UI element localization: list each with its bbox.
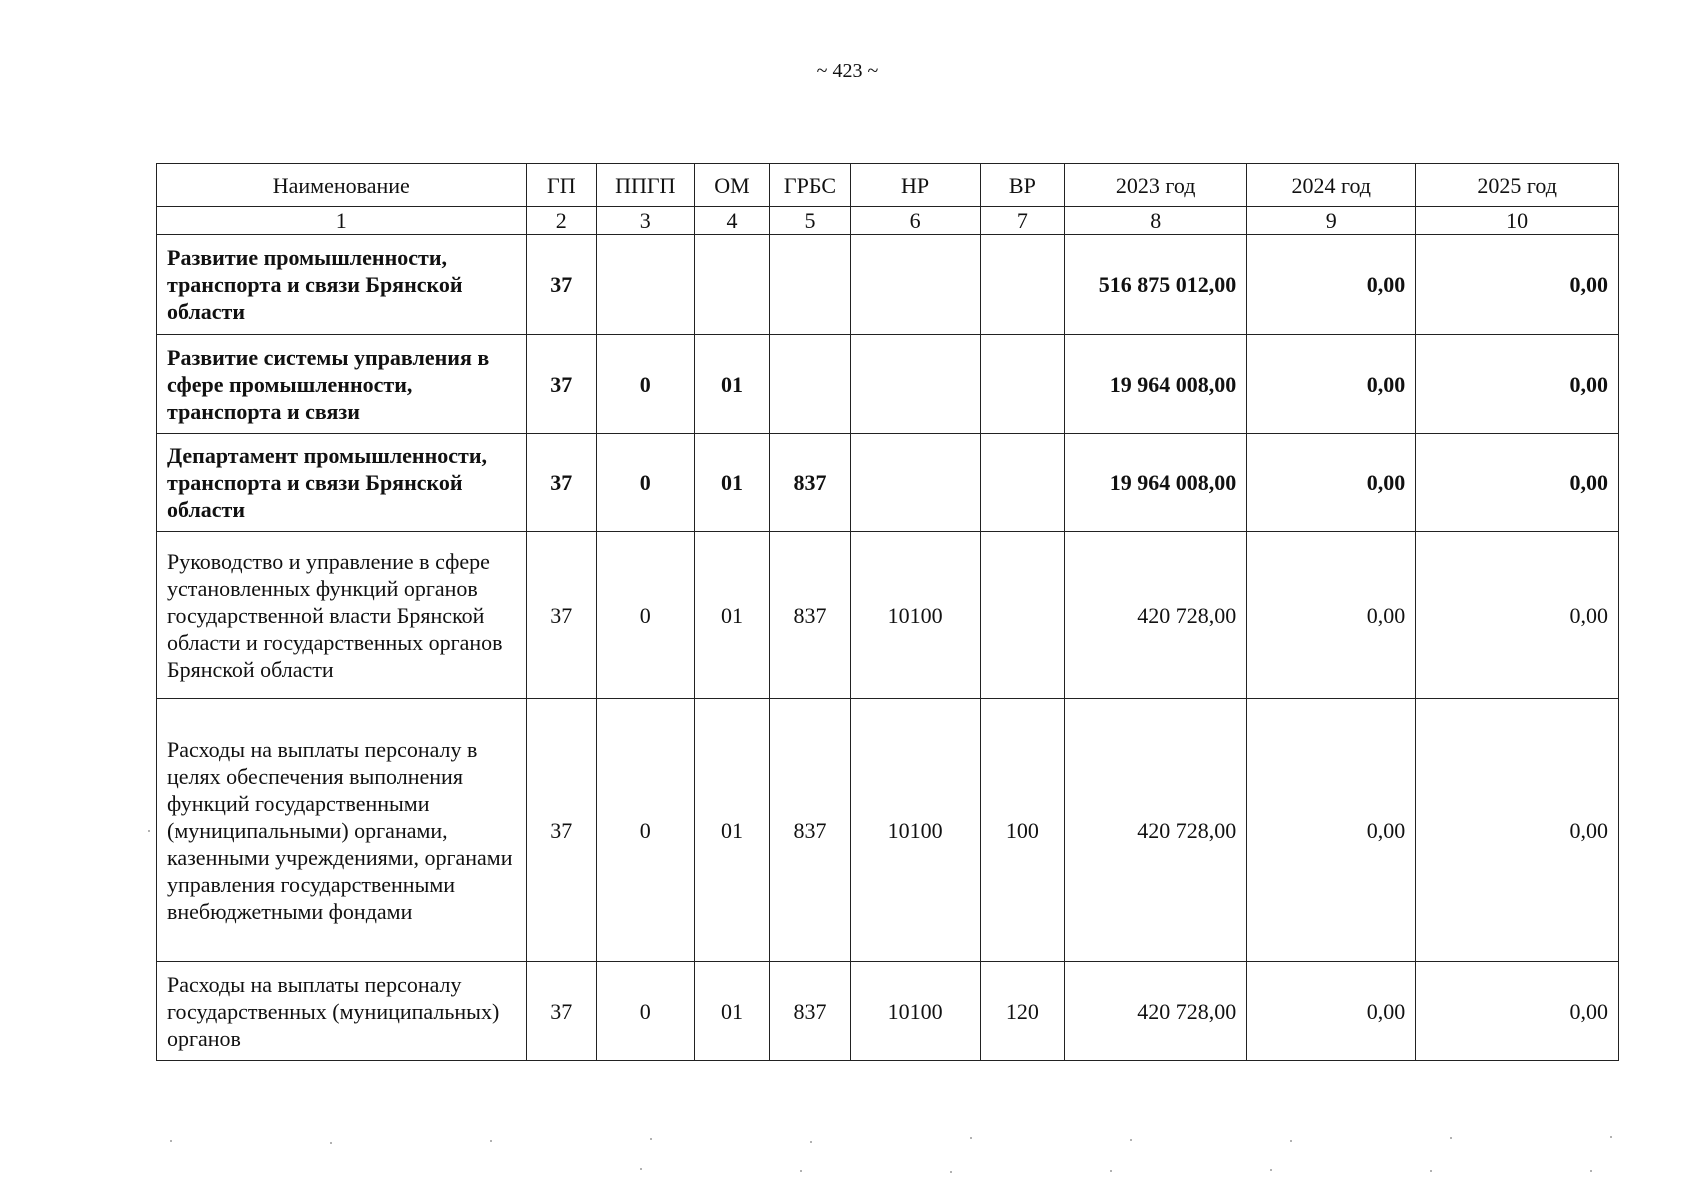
header-cell-2023: 2023 год xyxy=(1065,164,1247,207)
header-cell-2025: 2025 год xyxy=(1416,164,1619,207)
header-cell-om: ОМ xyxy=(694,164,770,207)
column-number: 7 xyxy=(980,207,1065,235)
column-number: 8 xyxy=(1065,207,1247,235)
scan-speck xyxy=(970,1137,972,1139)
cell-om: 01 xyxy=(694,335,770,434)
scan-speck xyxy=(1110,1170,1112,1172)
column-number: 5 xyxy=(770,207,850,235)
row-name: Руководство и управление в сфере установленных функций органов государственной власти Брянской области и государственных органов Брянской области xyxy=(157,532,527,699)
cell-2024: 0,00 xyxy=(1247,235,1416,335)
row-name: Развитие промышленности, транспорта и связи Брянской области xyxy=(157,235,527,335)
row-name: Развитие системы управления в сфере промышленности, транспорта и связи xyxy=(157,335,527,434)
scan-speck xyxy=(1590,1170,1592,1172)
header-cell-nr: НР xyxy=(850,164,980,207)
scan-speck xyxy=(330,1142,332,1144)
cell-2024: 0,00 xyxy=(1247,699,1416,962)
table-row xyxy=(157,699,1619,962)
row-name: Расходы на выплаты персоналу государственных (муниципальных) органов xyxy=(157,962,527,1061)
column-number: 9 xyxy=(1247,207,1416,235)
scan-speck xyxy=(1130,1139,1132,1141)
cell-gp: 37 xyxy=(526,335,596,434)
cell-om xyxy=(694,235,770,335)
cell-grbs xyxy=(770,235,850,335)
cell-om: 01 xyxy=(694,962,770,1061)
table-row xyxy=(157,962,1619,1061)
cell-2024: 0,00 xyxy=(1247,532,1416,699)
cell-vr: 120 xyxy=(980,962,1065,1061)
scan-speck xyxy=(1430,1170,1432,1172)
cell-nr: 10100 xyxy=(850,962,980,1061)
cell-2024: 0,00 xyxy=(1247,962,1416,1061)
cell-nr: 10100 xyxy=(850,532,980,699)
column-number-row xyxy=(157,207,1619,235)
scan-speck xyxy=(950,1171,952,1173)
cell-2023: 420 728,00 xyxy=(1065,699,1247,962)
scan-speck xyxy=(650,1138,652,1140)
cell-2025: 0,00 xyxy=(1416,699,1619,962)
header-row xyxy=(157,164,1619,207)
cell-ppgp: 0 xyxy=(597,434,695,532)
scan-speck xyxy=(1450,1137,1452,1139)
cell-ppgp xyxy=(597,235,695,335)
column-number: 1 xyxy=(157,207,527,235)
column-number: 4 xyxy=(694,207,770,235)
cell-grbs: 837 xyxy=(770,699,850,962)
header-cell-gp: ГП xyxy=(526,164,596,207)
cell-nr xyxy=(850,235,980,335)
cell-2023: 420 728,00 xyxy=(1065,962,1247,1061)
scan-speck xyxy=(1270,1169,1272,1171)
scan-speck xyxy=(810,1141,812,1143)
column-number: 2 xyxy=(526,207,596,235)
cell-grbs: 837 xyxy=(770,962,850,1061)
cell-vr xyxy=(980,532,1065,699)
cell-2023: 420 728,00 xyxy=(1065,532,1247,699)
scan-speck xyxy=(800,1170,802,1172)
cell-vr xyxy=(980,235,1065,335)
cell-gp: 37 xyxy=(526,235,596,335)
cell-grbs xyxy=(770,335,850,434)
cell-2025: 0,00 xyxy=(1416,434,1619,532)
table-row xyxy=(157,335,1619,434)
cell-ppgp: 0 xyxy=(597,962,695,1061)
cell-vr: 100 xyxy=(980,699,1065,962)
cell-vr xyxy=(980,434,1065,532)
scan-speck xyxy=(490,1140,492,1142)
cell-om: 01 xyxy=(694,699,770,962)
header-cell-2024: 2024 год xyxy=(1247,164,1416,207)
cell-2024: 0,00 xyxy=(1247,335,1416,434)
table-row xyxy=(157,434,1619,532)
cell-2025: 0,00 xyxy=(1416,235,1619,335)
cell-ppgp: 0 xyxy=(597,335,695,434)
cell-nr xyxy=(850,335,980,434)
scan-speck xyxy=(170,1140,172,1142)
cell-2023: 19 964 008,00 xyxy=(1065,335,1247,434)
column-number: 10 xyxy=(1416,207,1619,235)
column-number: 6 xyxy=(850,207,980,235)
cell-2023: 516 875 012,00 xyxy=(1065,235,1247,335)
row-name: Департамент промышленности, транспорта и связи Брянской области xyxy=(157,434,527,532)
scan-speck xyxy=(1290,1140,1292,1142)
table-row xyxy=(157,532,1619,699)
cell-2023: 19 964 008,00 xyxy=(1065,434,1247,532)
column-number: 3 xyxy=(597,207,695,235)
scan-speck xyxy=(640,1168,642,1170)
cell-2025: 0,00 xyxy=(1416,962,1619,1061)
header-cell-vr: ВР xyxy=(980,164,1065,207)
cell-nr: 10100 xyxy=(850,699,980,962)
scan-speck xyxy=(1610,1136,1612,1138)
cell-gp: 37 xyxy=(526,962,596,1061)
header-cell-name: Наименование xyxy=(157,164,527,207)
cell-gp: 37 xyxy=(526,699,596,962)
cell-grbs: 837 xyxy=(770,434,850,532)
cell-om: 01 xyxy=(694,434,770,532)
budget-table xyxy=(156,163,1619,1061)
cell-2025: 0,00 xyxy=(1416,532,1619,699)
cell-gp: 37 xyxy=(526,434,596,532)
cell-ppgp: 0 xyxy=(597,699,695,962)
scan-speck xyxy=(148,830,150,832)
row-name: Расходы на выплаты персоналу в целях обеспечения выполнения функций государственными (муниципальными) органами, казенными учреждениями, органами управления государственными внебюджетными фондами xyxy=(157,699,527,962)
cell-ppgp: 0 xyxy=(597,532,695,699)
table-row xyxy=(157,235,1619,335)
header-cell-grbs: ГРБС xyxy=(770,164,850,207)
cell-vr xyxy=(980,335,1065,434)
cell-2025: 0,00 xyxy=(1416,335,1619,434)
cell-grbs: 837 xyxy=(770,532,850,699)
cell-om: 01 xyxy=(694,532,770,699)
page-number: ~ 423 ~ xyxy=(816,60,879,82)
cell-2024: 0,00 xyxy=(1247,434,1416,532)
cell-gp: 37 xyxy=(526,532,596,699)
cell-nr xyxy=(850,434,980,532)
header-cell-ppgp: ППГП xyxy=(597,164,695,207)
